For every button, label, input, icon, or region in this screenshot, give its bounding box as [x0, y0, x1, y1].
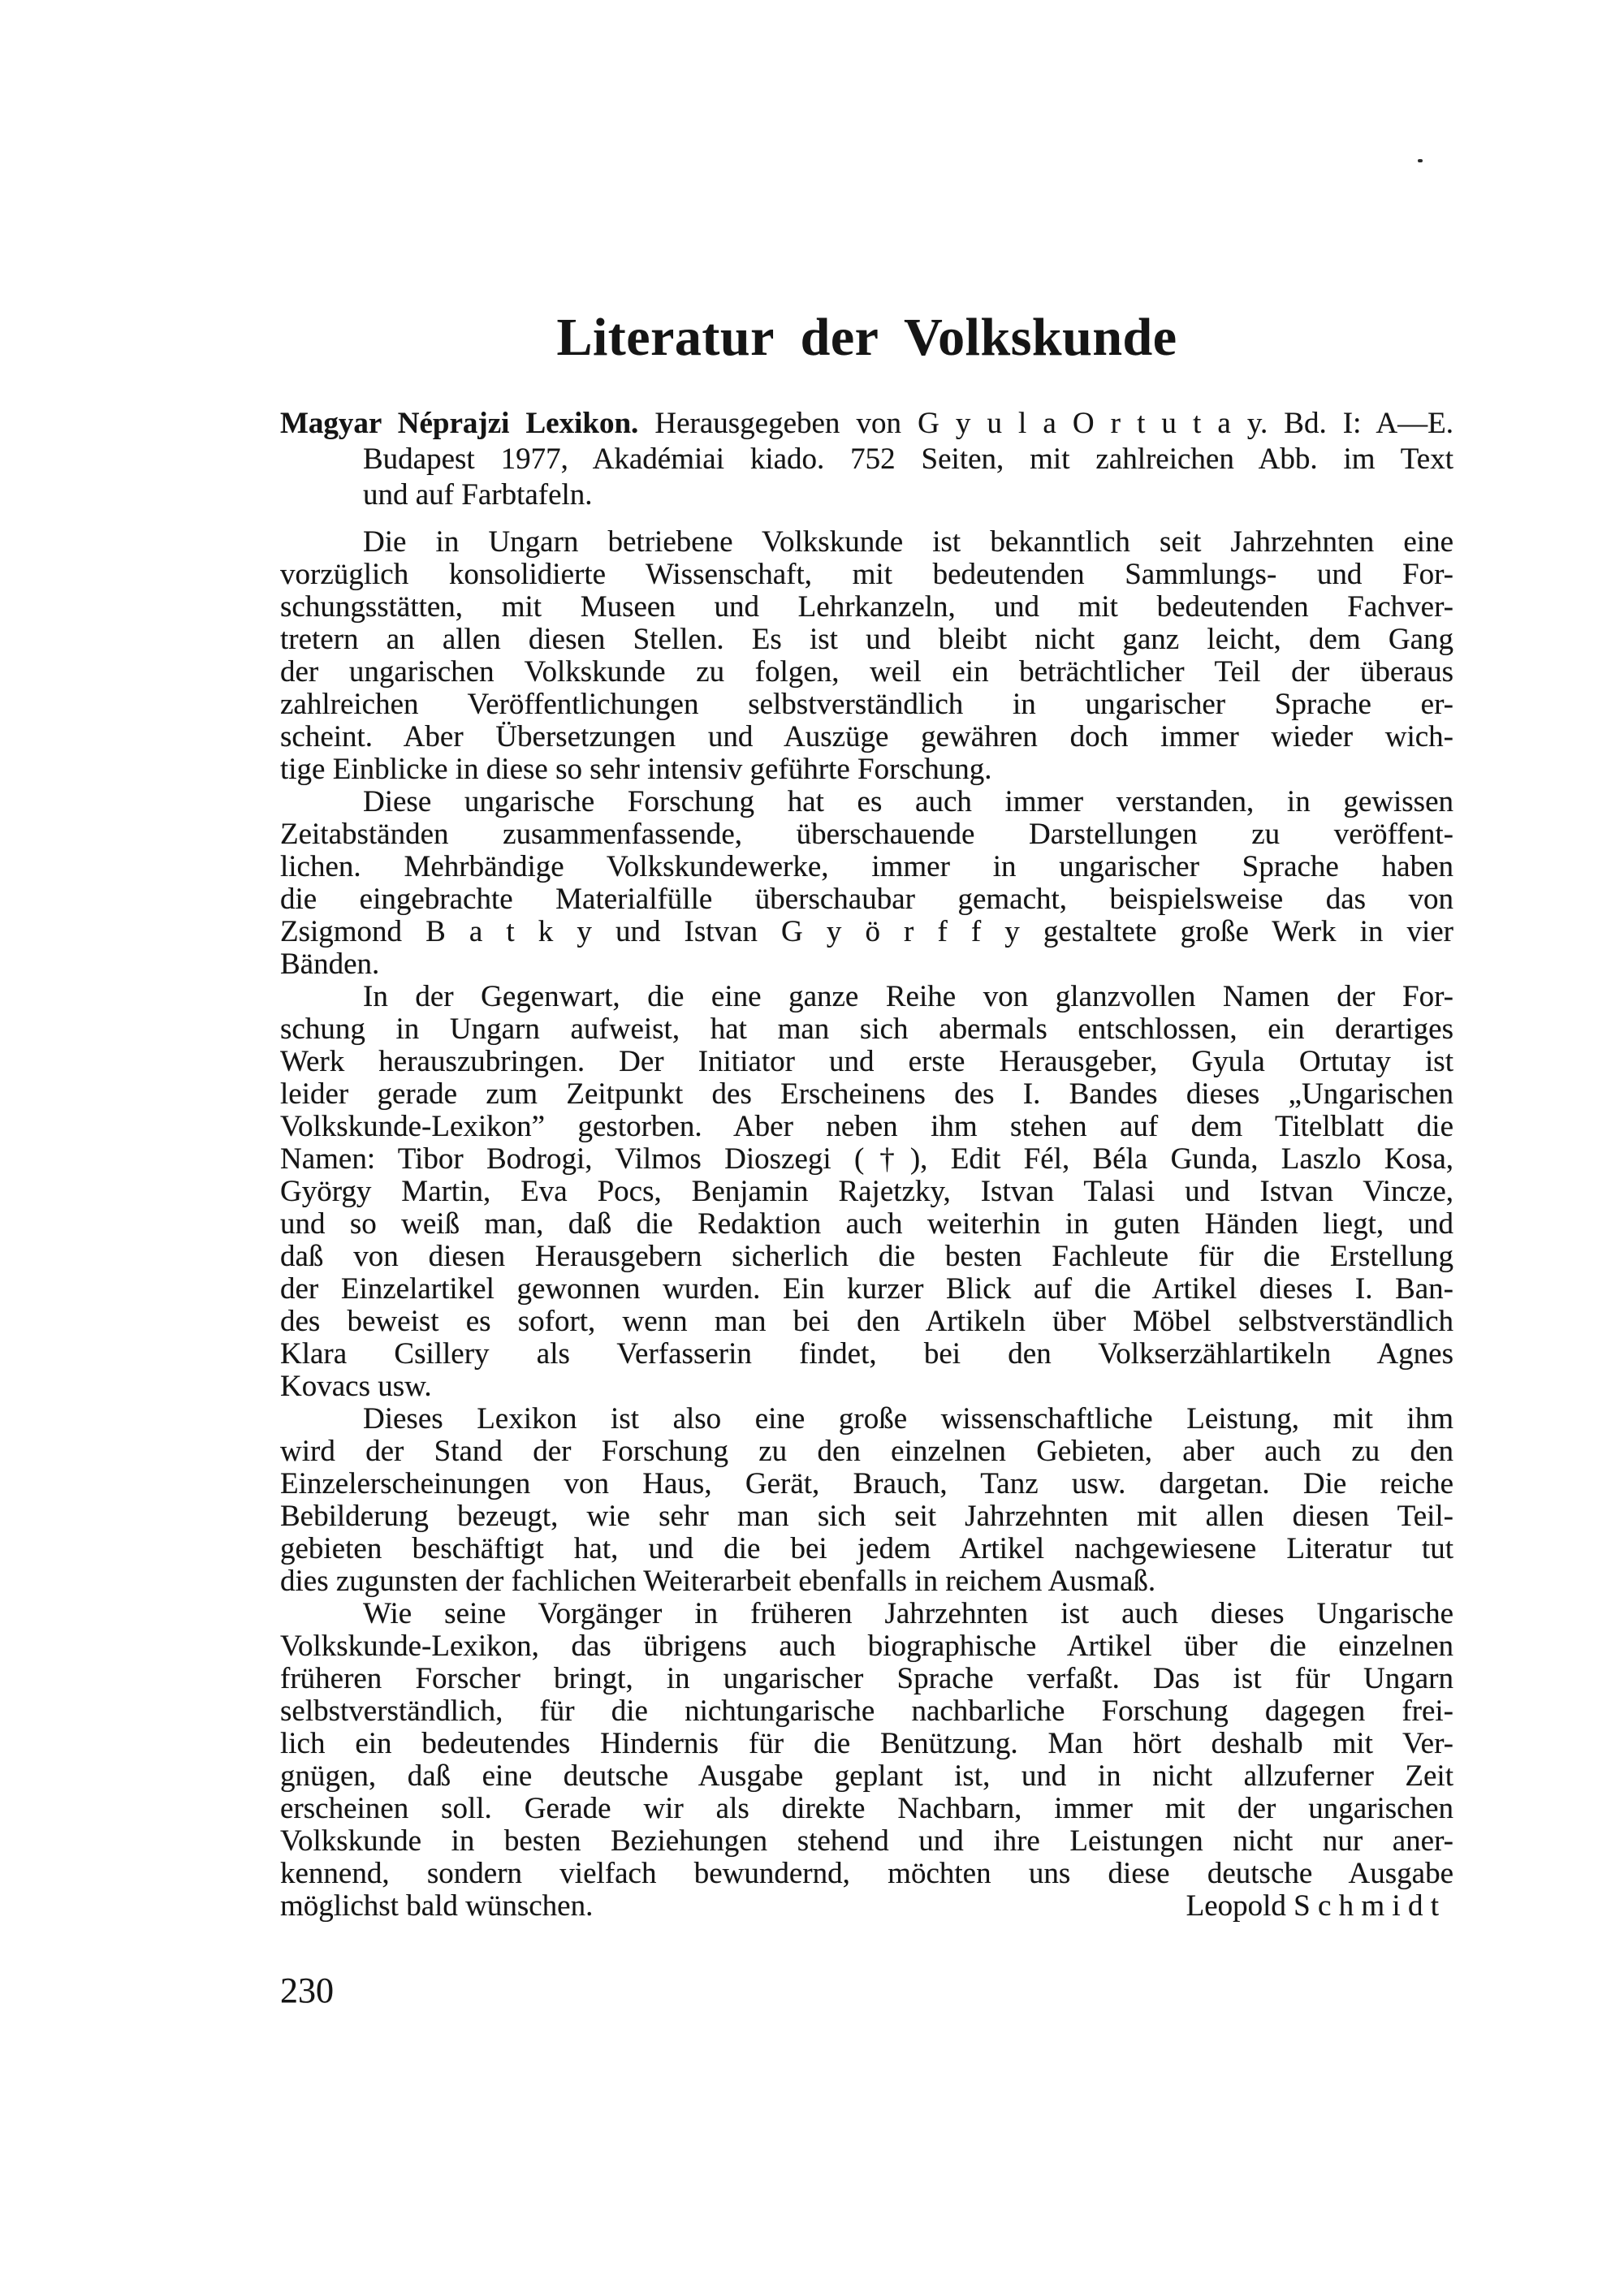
- text-line: Kovacs usw.: [280, 1370, 432, 1403]
- text-line: Einzelerscheinungen von Haus, Gerät, Brauch, Tanz usw. dargetan. Die reiche: [280, 1467, 1453, 1500]
- text-line: In der Gegenwart, die eine ganze Reihe von glanzvollen Namen der For-: [363, 980, 1453, 1013]
- text-line: Werk herauszubringen. Der Initiator und erste Herausgeber, Gyula Ortutay ist: [280, 1045, 1453, 1078]
- text-line: Zeitabständen zusammenfassende, überschauende Darstellungen zu veröffent-: [280, 818, 1453, 851]
- text-line: gnügen, daß eine deutsche Ausgabe geplant ist, und in nicht allzuferner Zeit: [280, 1759, 1453, 1793]
- text-line: erscheinen soll. Gerade wir als direkte Nachbarn, immer mit der ungarischen: [280, 1792, 1453, 1825]
- text-line: gebieten beschäftigt hat, und die bei jedem Artikel nachgewiesene Literatur tut: [280, 1532, 1453, 1565]
- page-number: 230: [280, 1971, 334, 2010]
- text-line: kennend, sondern vielfach bewundernd, möchten uns diese deutsche Ausgabe: [280, 1857, 1453, 1890]
- text-line: Volkskunde in besten Beziehungen stehend und ihre Leistungen nicht nur aner-: [280, 1824, 1453, 1858]
- citation-line-3: und auf Farbtafeln.: [363, 478, 593, 512]
- text-line: und so weiß man, daß die Redaktion auch weiterhin in guten Händen liegt, und: [280, 1207, 1453, 1241]
- text-line: schung in Ungarn aufweist, hat man sich abermals entschlossen, ein derartiges: [280, 1012, 1453, 1046]
- text-line: Wie seine Vorgänger in früheren Jahrzehnten ist auch dieses Ungarische: [363, 1597, 1453, 1630]
- text-line: daß von diesen Herausgebern sicherlich die besten Fachleute für die Erstellung: [280, 1240, 1453, 1273]
- text-line: Volkskunde-Lexikon” gestorben. Aber neben ihm stehen auf dem Titelblatt die: [280, 1110, 1453, 1143]
- text-line: Bänden.: [280, 948, 380, 981]
- text-line: tige Einblicke in diese so sehr intensiv geführte Forschung.: [280, 753, 992, 786]
- citation-work-title: Magyar Néprajzi Lexikon.: [280, 407, 639, 440]
- author-name: Leopold S c h m i d t: [1186, 1889, 1439, 1923]
- text-line: Namen: Tibor Bodrogi, Vilmos Dioszegi (†), Edit Fél, Béla Gunda, Laszlo Kosa,: [280, 1142, 1453, 1176]
- citation-line-2: Budapest 1977, Akadémiai kiado. 752 Seiten, mit zahlreichen Abb. im Text: [363, 442, 1453, 476]
- text-line: scheint. Aber Übersetzungen und Auszüge gewähren doch immer wieder wich-: [280, 720, 1453, 753]
- text-line: wird der Stand der Forschung zu den einzelnen Gebieten, aber auch zu den: [280, 1435, 1453, 1468]
- signature-line: [280, 1890, 1453, 1923]
- body-text: [280, 526, 1453, 1923]
- citation-line-1-rest: Herausgegeben von G y u l a O r t u t a y. Bd. I: A—E.: [638, 407, 1454, 440]
- text-line: György Martin, Eva Pocs, Benjamin Rajetzky, Istvan Talasi und Istvan Vincze,: [280, 1175, 1453, 1208]
- text-line: Bebilderung bezeugt, wie sehr man sich seit Jahrzehnten mit allen diesen Teil-: [280, 1500, 1453, 1533]
- closing-text: möglichst bald wünschen.: [280, 1889, 594, 1923]
- text-line: früheren Forscher bringt, in ungarischer Sprache verfaßt. Das ist für Ungarn: [280, 1662, 1453, 1695]
- text-line: Diese ungarische Forschung hat es auch immer verstanden, in gewissen: [363, 785, 1453, 818]
- text-line: lich ein bedeutendes Hindernis für die Benützung. Man hört deshalb mit Ver-: [280, 1727, 1453, 1760]
- text-line: zahlreichen Veröffentlichungen selbstverständlich in ungarischer Sprache er-: [280, 688, 1453, 721]
- text-line: Klara Csillery als Verfasserin findet, bei den Volkserzählartikeln Agnes: [280, 1337, 1453, 1371]
- text-line: Volkskunde-Lexikon, das übrigens auch biographische Artikel über die einzelnen: [280, 1630, 1453, 1663]
- citation-block: [280, 406, 1453, 513]
- text-line: schungsstätten, mit Museen und Lehrkanzeln, und mit bedeutenden Fachver-: [280, 590, 1453, 624]
- text-line: Zsigmond B a t k y und Istvan G y ö r f f y gestaltete große Werk in vier: [280, 915, 1453, 948]
- text-line: dies zugunsten der fachlichen Weiterarbeit ebenfalls in reichem Ausmaß.: [280, 1565, 1156, 1598]
- text-line: vorzüglich konsolidierte Wissenschaft, mit bedeutenden Sammlungs- und For-: [280, 558, 1453, 591]
- text-line: selbstverständlich, für die nichtungarische nachbarliche Forschung dagegen frei-: [280, 1694, 1453, 1728]
- citation-line-1: [280, 406, 1453, 442]
- text-line: Die in Ungarn betriebene Volkskunde ist bekanntlich seit Jahrzehnten eine: [363, 525, 1453, 559]
- text-line: der Einzelartikel gewonnen wurden. Ein kurzer Blick auf die Artikel dieses I. Ban-: [280, 1272, 1453, 1306]
- text-line: Dieses Lexikon ist also eine große wissenschaftliche Leistung, mit ihm: [363, 1402, 1453, 1435]
- text-block: [280, 0, 1453, 2288]
- text-line: des beweist es sofort, wenn man bei den Artikeln über Möbel selbstverständlich: [280, 1305, 1453, 1338]
- page-title: Literatur der Volkskunde: [556, 308, 1177, 367]
- text-line: die eingebrachte Materialfülle überschaubar gemacht, beispielsweise das von: [280, 883, 1453, 916]
- text-line: der ungarischen Volkskunde zu folgen, weil ein beträchtlicher Teil der überaus: [280, 655, 1453, 689]
- text-line: leider gerade zum Zeitpunkt des Erscheinens des I. Bandes dieses „Ungarischen: [280, 1077, 1453, 1111]
- text-line: lichen. Mehrbändige Volkskundewerke, immer in ungarischer Sprache haben: [280, 850, 1453, 883]
- text-line: tretern an allen diesen Stellen. Es ist und bleibt nicht ganz leicht, dem Gang: [280, 623, 1453, 656]
